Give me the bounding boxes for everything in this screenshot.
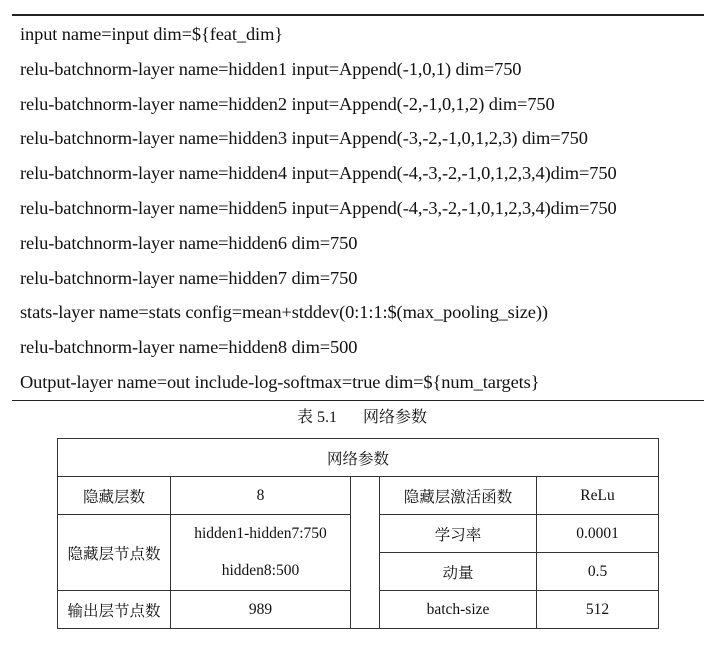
network-parameter-table — [57, 438, 659, 629]
code-line-7: relu-batchnorm-layer name=hidden6 dim=750 — [20, 232, 358, 253]
lr-value: 0.0001 — [537, 515, 659, 553]
caption-title: 网络参数 — [363, 409, 428, 426]
code-line-3: relu-batchnorm-layer name=hidden2 input=Append(-2,-1,0,1,2) dim=750 — [20, 93, 555, 114]
code-line-2: relu-batchnorm-layer name=hidden1 input=Append(-1,0,1) dim=750 — [20, 58, 522, 79]
momentum-value: 0.5 — [537, 553, 659, 591]
batch-label: batch-size — [380, 591, 537, 629]
hidden-nodes-value-2: hidden8:500 — [171, 553, 351, 591]
activation-value: ReLu — [537, 477, 659, 515]
code-line-11: Output-layer name=out include-log-softmax=true dim=${num_targets} — [20, 371, 540, 392]
lr-label: 学习率 — [380, 515, 537, 553]
caption-number: 表 5.1 — [296, 409, 337, 426]
table-header: 网络参数 — [58, 439, 659, 477]
hidden-nodes-value-1: hidden1-hidden7:750 — [171, 515, 351, 553]
batch-value: 512 — [537, 591, 659, 629]
hidden-nodes-label: 隐藏层节点数 — [58, 515, 171, 591]
table-caption — [0, 404, 724, 427]
code-line-1: input name=input dim=${feat_dim} — [20, 24, 283, 44]
hidden-layers-value: 8 — [171, 477, 351, 515]
code-line-5: relu-batchnorm-layer name=hidden4 input=Append(-4,-3,-2,-1,0,1,2,3,4)dim=750 — [20, 163, 617, 184]
output-nodes-label: 输出层节点数 — [58, 591, 171, 629]
momentum-label: 动量 — [380, 553, 537, 591]
table-spacer-column — [351, 477, 380, 629]
code-line-6: relu-batchnorm-layer name=hidden5 input=Append(-4,-3,-2,-1,0,1,2,3,4)dim=750 — [20, 197, 617, 218]
hidden-layers-label: 隐藏层数 — [58, 477, 171, 515]
code-line-8: relu-batchnorm-layer name=hidden7 dim=750 — [20, 267, 358, 288]
network-config-code — [12, 14, 704, 401]
activation-label: 隐藏层激活函数 — [380, 477, 537, 515]
code-line-10: relu-batchnorm-layer name=hidden8 dim=500 — [20, 337, 358, 358]
output-nodes-value: 989 — [171, 591, 351, 629]
code-line-9: stats-layer name=stats config=mean+stddev(0:1:1:$(max_pooling_size)) — [20, 302, 548, 323]
code-line-4: relu-batchnorm-layer name=hidden3 input=Append(-3,-2,-1,0,1,2,3) dim=750 — [20, 128, 588, 149]
